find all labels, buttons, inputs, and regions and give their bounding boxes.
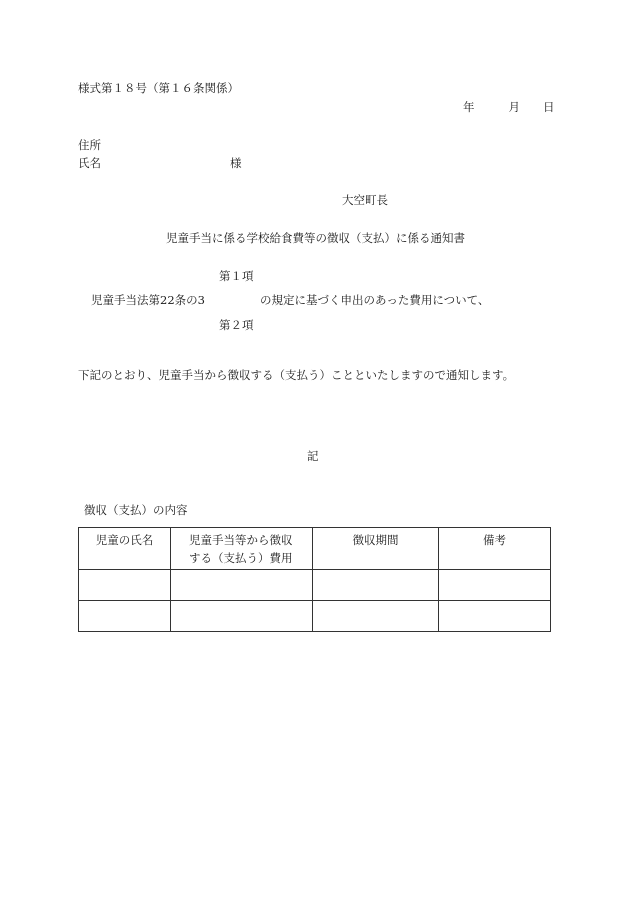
header-child-name: 児童の氏名	[79, 528, 171, 570]
form-number: 様式第１８号（第１６条関係）	[78, 81, 239, 95]
date-line	[463, 100, 555, 114]
header-cost	[171, 528, 313, 570]
table-row	[79, 570, 551, 601]
address-label: 住所	[78, 138, 101, 152]
table-header-row	[79, 528, 551, 570]
clause-body-prefix: 児童手当法第22条の3	[91, 293, 205, 307]
name-label: 氏名	[78, 156, 101, 170]
sender: 大空町長	[342, 193, 388, 207]
table-cell	[79, 570, 171, 601]
date-month: 月	[508, 100, 520, 114]
notice-text: 下記のとおり、児童手当から徴収する（支払う）ことといたしますので通知します。	[78, 368, 515, 382]
table-cell	[313, 570, 439, 601]
table-cell	[313, 601, 439, 632]
document-title: 児童手当に係る学校給食費等の徴収（支払）に係る通知書	[166, 231, 465, 245]
table-cell	[439, 570, 551, 601]
clause-item-1: 第１項	[219, 269, 254, 283]
date-day: 日	[543, 100, 555, 114]
header-cost-line1: 児童手当等から徴収	[189, 533, 293, 547]
table-cell	[171, 601, 313, 632]
clause-body-suffix: の規定に基づく申出のあった費用について、	[260, 293, 490, 307]
clause-item-2: 第２項	[219, 318, 254, 332]
content-table	[78, 527, 551, 632]
honorific: 様	[230, 156, 242, 170]
ki-heading: 記	[307, 449, 319, 463]
header-remarks: 備考	[439, 528, 551, 570]
header-period: 徴収期間	[313, 528, 439, 570]
table-cell	[171, 570, 313, 601]
table-cell	[439, 601, 551, 632]
table-cell	[79, 601, 171, 632]
section-title: 徴収（支払）の内容	[84, 503, 188, 517]
date-year: 年	[463, 100, 475, 114]
table-row	[79, 601, 551, 632]
header-cost-line2: する（支払う）費用	[189, 551, 293, 565]
